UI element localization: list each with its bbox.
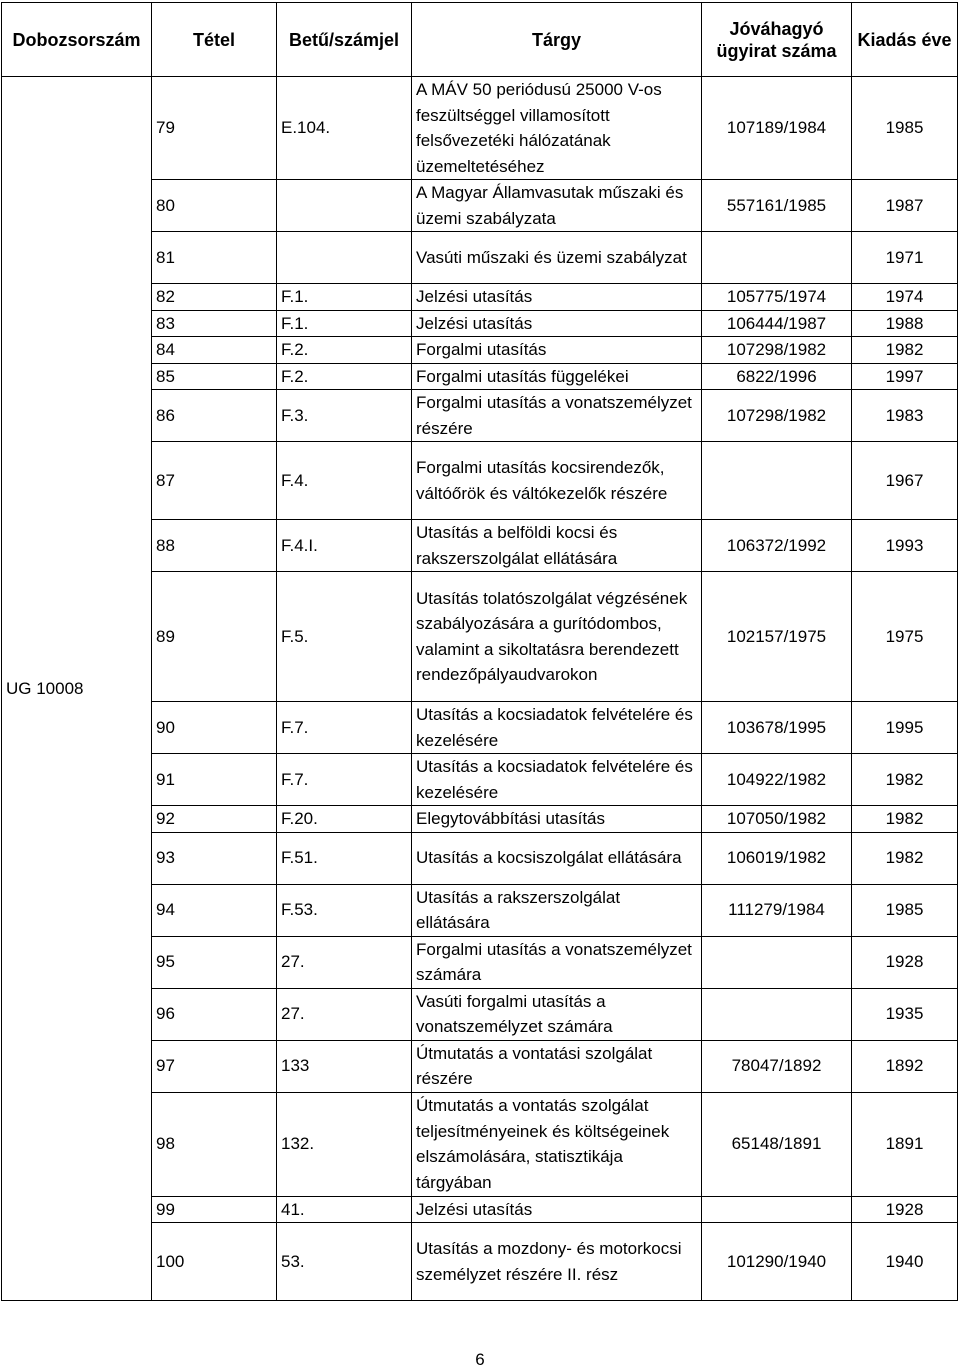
subject-cell: Utasítás tolatószolgálat végzésének szabályozására a gurítódombos, valamint a sikoltatásra berendezett rendezőpályaudvarokon [412, 572, 702, 702]
doc-number-cell [702, 1196, 852, 1223]
year-cell: 1974 [852, 284, 958, 311]
doc-number-cell [702, 936, 852, 988]
col-header-year: Kiadás éve [852, 3, 958, 77]
code-cell: F.51. [277, 832, 412, 884]
subject-cell: Utasítás a mozdony- és motorkocsi személyzet részére II. rész [412, 1223, 702, 1301]
doc-number-cell: 106444/1987 [702, 310, 852, 337]
subject-cell: Utasítás a kocsiadatok felvételére és kezelésére [412, 754, 702, 806]
table-body [2, 77, 958, 1301]
col-header-code: Betű/számjel [277, 3, 412, 77]
code-cell: F.7. [277, 754, 412, 806]
doc-number-cell: 111279/1984 [702, 884, 852, 936]
code-cell: F.7. [277, 702, 412, 754]
code-cell: F.1. [277, 284, 412, 311]
code-cell: F.4.I. [277, 520, 412, 572]
year-cell: 1997 [852, 363, 958, 390]
item-number-cell: 89 [152, 572, 277, 702]
year-cell: 1983 [852, 390, 958, 442]
year-cell: 1993 [852, 520, 958, 572]
year-cell: 1982 [852, 806, 958, 833]
subject-cell: Jelzési utasítás [412, 1196, 702, 1223]
year-cell: 1982 [852, 754, 958, 806]
code-cell: E.104. [277, 77, 412, 180]
item-number-cell: 95 [152, 936, 277, 988]
header-row [2, 3, 958, 77]
item-number-cell: 100 [152, 1223, 277, 1301]
year-cell: 1982 [852, 832, 958, 884]
code-cell [277, 180, 412, 232]
code-cell: F.1. [277, 310, 412, 337]
doc-number-cell: 101290/1940 [702, 1223, 852, 1301]
subject-cell: Útmutatás a vontatás szolgálat teljesítményeinek és költségeinek elszámolására, statisztikája tárgyában [412, 1092, 702, 1196]
year-cell: 1891 [852, 1092, 958, 1196]
subject-cell: Vasúti forgalmi utasítás a vonatszemélyzet számára [412, 988, 702, 1040]
item-number-cell: 84 [152, 337, 277, 364]
subject-cell: Utasítás a rakszerszolgálat ellátására [412, 884, 702, 936]
subject-cell: Vasúti műszaki és üzemi szabályzat [412, 232, 702, 284]
subject-cell: Elegytovábbítási utasítás [412, 806, 702, 833]
col-header-doc-number: Jóváhagyó ügyirat száma [702, 3, 852, 77]
box-number-cell: UG 10008 [2, 77, 152, 1301]
subject-cell: A Magyar Államvasutak műszaki és üzemi szabályzata [412, 180, 702, 232]
item-number-cell: 88 [152, 520, 277, 572]
doc-number-cell: 102157/1975 [702, 572, 852, 702]
doc-number-cell: 106019/1982 [702, 832, 852, 884]
doc-number-cell: 65148/1891 [702, 1092, 852, 1196]
item-number-cell: 91 [152, 754, 277, 806]
subject-cell: Forgalmi utasítás a vonatszemélyzet számára [412, 936, 702, 988]
item-number-cell: 99 [152, 1196, 277, 1223]
doc-number-cell: 78047/1892 [702, 1040, 852, 1092]
item-number-cell: 97 [152, 1040, 277, 1092]
item-number-cell: 85 [152, 363, 277, 390]
code-cell: F.5. [277, 572, 412, 702]
code-cell: F.2. [277, 363, 412, 390]
item-number-cell: 90 [152, 702, 277, 754]
doc-number-cell: 107298/1982 [702, 337, 852, 364]
doc-number-cell: 106372/1992 [702, 520, 852, 572]
code-cell: 27. [277, 936, 412, 988]
subject-cell: A MÁV 50 periódusú 25000 V-os feszültséggel villamosított felsővezetéki hálózatának üzemeltetéséhez [412, 77, 702, 180]
code-cell: 41. [277, 1196, 412, 1223]
subject-cell: Jelzési utasítás [412, 310, 702, 337]
year-cell: 1988 [852, 310, 958, 337]
subject-cell: Utasítás a kocsiadatok felvételére és kezelésére [412, 702, 702, 754]
subject-cell: Útmutatás a vontatási szolgálat részére [412, 1040, 702, 1092]
col-header-box: Dobozsorszám [2, 3, 152, 77]
subject-cell: Forgalmi utasítás [412, 337, 702, 364]
code-cell: F.4. [277, 442, 412, 520]
col-header-item: Tétel [152, 3, 277, 77]
year-cell: 1985 [852, 77, 958, 180]
doc-number-cell: 107189/1984 [702, 77, 852, 180]
subject-cell: Forgalmi utasítás kocsirendezők, váltóőrök és váltókezelők részére [412, 442, 702, 520]
item-number-cell: 86 [152, 390, 277, 442]
doc-number-cell: 6822/1996 [702, 363, 852, 390]
item-number-cell: 92 [152, 806, 277, 833]
year-cell: 1995 [852, 702, 958, 754]
doc-number-cell [702, 442, 852, 520]
subject-cell: Utasítás a belföldi kocsi és rakszerszolgálat ellátására [412, 520, 702, 572]
code-cell: 27. [277, 988, 412, 1040]
code-cell: F.53. [277, 884, 412, 936]
year-cell: 1928 [852, 936, 958, 988]
item-number-cell: 94 [152, 884, 277, 936]
subject-cell: Forgalmi utasítás függelékei [412, 363, 702, 390]
year-cell: 1928 [852, 1196, 958, 1223]
page-number: 6 [475, 1350, 485, 1369]
code-cell: F.20. [277, 806, 412, 833]
item-number-cell: 93 [152, 832, 277, 884]
year-cell: 1985 [852, 884, 958, 936]
doc-number-cell: 104922/1982 [702, 754, 852, 806]
doc-number-cell: 557161/1985 [702, 180, 852, 232]
code-cell: F.2. [277, 337, 412, 364]
code-cell: 133 [277, 1040, 412, 1092]
item-number-cell: 82 [152, 284, 277, 311]
subject-cell: Jelzési utasítás [412, 284, 702, 311]
item-number-cell: 98 [152, 1092, 277, 1196]
inventory-table [1, 2, 958, 1301]
subject-cell: Forgalmi utasítás a vonatszemélyzet részére [412, 390, 702, 442]
code-cell [277, 232, 412, 284]
subject-cell: Utasítás a kocsiszolgálat ellátására [412, 832, 702, 884]
code-cell: 132. [277, 1092, 412, 1196]
code-cell: 53. [277, 1223, 412, 1301]
year-cell: 1892 [852, 1040, 958, 1092]
year-cell: 1987 [852, 180, 958, 232]
doc-number-cell [702, 232, 852, 284]
doc-number-cell: 107050/1982 [702, 806, 852, 833]
item-number-cell: 79 [152, 77, 277, 180]
doc-number-cell: 105775/1974 [702, 284, 852, 311]
doc-number-cell: 103678/1995 [702, 702, 852, 754]
year-cell: 1967 [852, 442, 958, 520]
year-cell: 1935 [852, 988, 958, 1040]
year-cell: 1982 [852, 337, 958, 364]
item-number-cell: 87 [152, 442, 277, 520]
item-number-cell: 80 [152, 180, 277, 232]
year-cell: 1971 [852, 232, 958, 284]
item-number-cell: 81 [152, 232, 277, 284]
doc-number-cell [702, 988, 852, 1040]
table-row [2, 77, 958, 180]
item-number-cell: 96 [152, 988, 277, 1040]
year-cell: 1940 [852, 1223, 958, 1301]
col-header-subject: Tárgy [412, 3, 702, 77]
doc-number-cell: 107298/1982 [702, 390, 852, 442]
code-cell: F.3. [277, 390, 412, 442]
year-cell: 1975 [852, 572, 958, 702]
item-number-cell: 83 [152, 310, 277, 337]
